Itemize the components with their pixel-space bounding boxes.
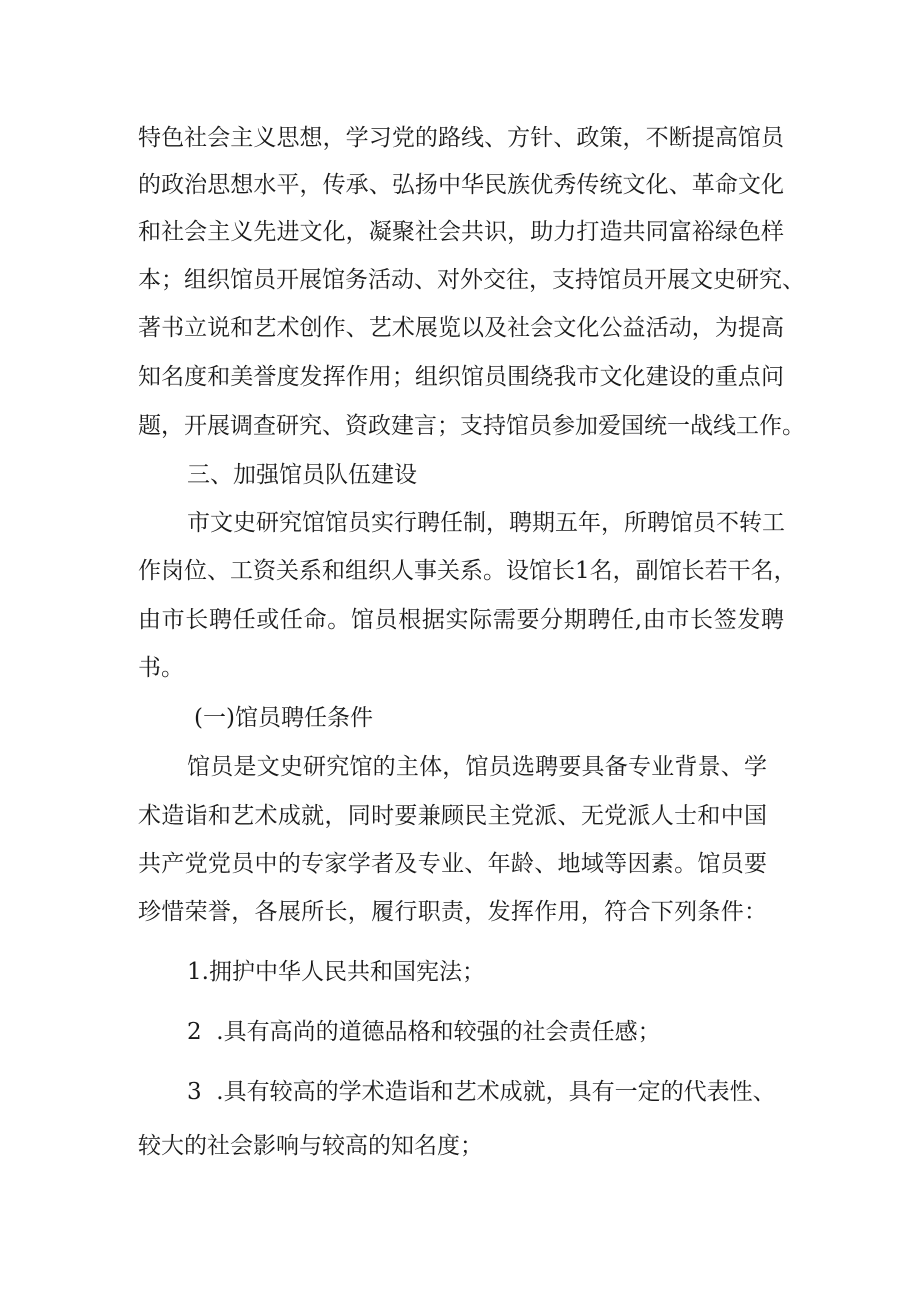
paragraph-line: 本；组织馆员开展馆务活动、对外交往，支持馆员开展文史研究、 xyxy=(138,267,805,293)
paragraph-line: 术造诣和艺术成就，同时要兼顾民主党派、无党派人士和中国 xyxy=(138,803,767,829)
paragraph-line: 书。 xyxy=(138,655,184,681)
paragraph-line: 共产党党员中的专家学者及专业、年龄、地域等因素。馆员要 xyxy=(138,851,767,877)
paragraph-line: 著书立说和艺术创作、艺术展览以及社会文化公益活动，为提高 xyxy=(138,315,784,341)
paragraph-line: 馆员是文史研究馆的主体，馆员选聘要具备专业背景、学 xyxy=(187,754,767,780)
paragraph-line: 知名度和美誉度发挥作用；组织馆员围绕我市文化建设的重点问 xyxy=(138,364,784,390)
paragraph-line: 的政治思想水平，传承、弘扬中华民族优秀传统文化、革命文化 xyxy=(138,172,784,198)
paragraph-line: 特色社会主义思想，学习党的路线、方针、政策，不断提高馆员 xyxy=(138,125,784,151)
subsection-heading: (一)馆员聘任条件 xyxy=(194,705,373,731)
list-item-continuation: 较大的社会影响与较高的知名度； xyxy=(138,1133,483,1159)
paragraph-line: 作岗位、工资关系和组织人事关系。设馆长1名，副馆长若干名， xyxy=(138,558,797,584)
list-item: 3 .具有较高的学术造诣和艺术成就，具有一定的代表性、 xyxy=(187,1079,776,1105)
list-item: 1.拥护中华人民共和国宪法； xyxy=(187,959,485,985)
paragraph-line: 和社会主义先进文化，凝聚社会共识，助力打造共同富裕绿色样 xyxy=(138,219,784,245)
section-heading: 三、加强馆员队伍建设 xyxy=(187,462,417,488)
paragraph-line: 市文史研究馆馆员实行聘任制，聘期五年，所聘馆员不转工 xyxy=(187,510,785,536)
paragraph-line: 由市长聘任或任命。馆员根据实际需要分期聘任,由市长签发聘 xyxy=(138,607,784,633)
paragraph-line: 题，开展调查研究、资政建言；支持馆员参加爱国统一战线工作。 xyxy=(138,413,805,439)
paragraph-line: 珍惜荣誉，各展所长，履行职责，发挥作用，符合下列条件： xyxy=(138,899,767,925)
list-item: 2 .具有高尚的道德品格和较强的社会责任感； xyxy=(187,1019,661,1045)
